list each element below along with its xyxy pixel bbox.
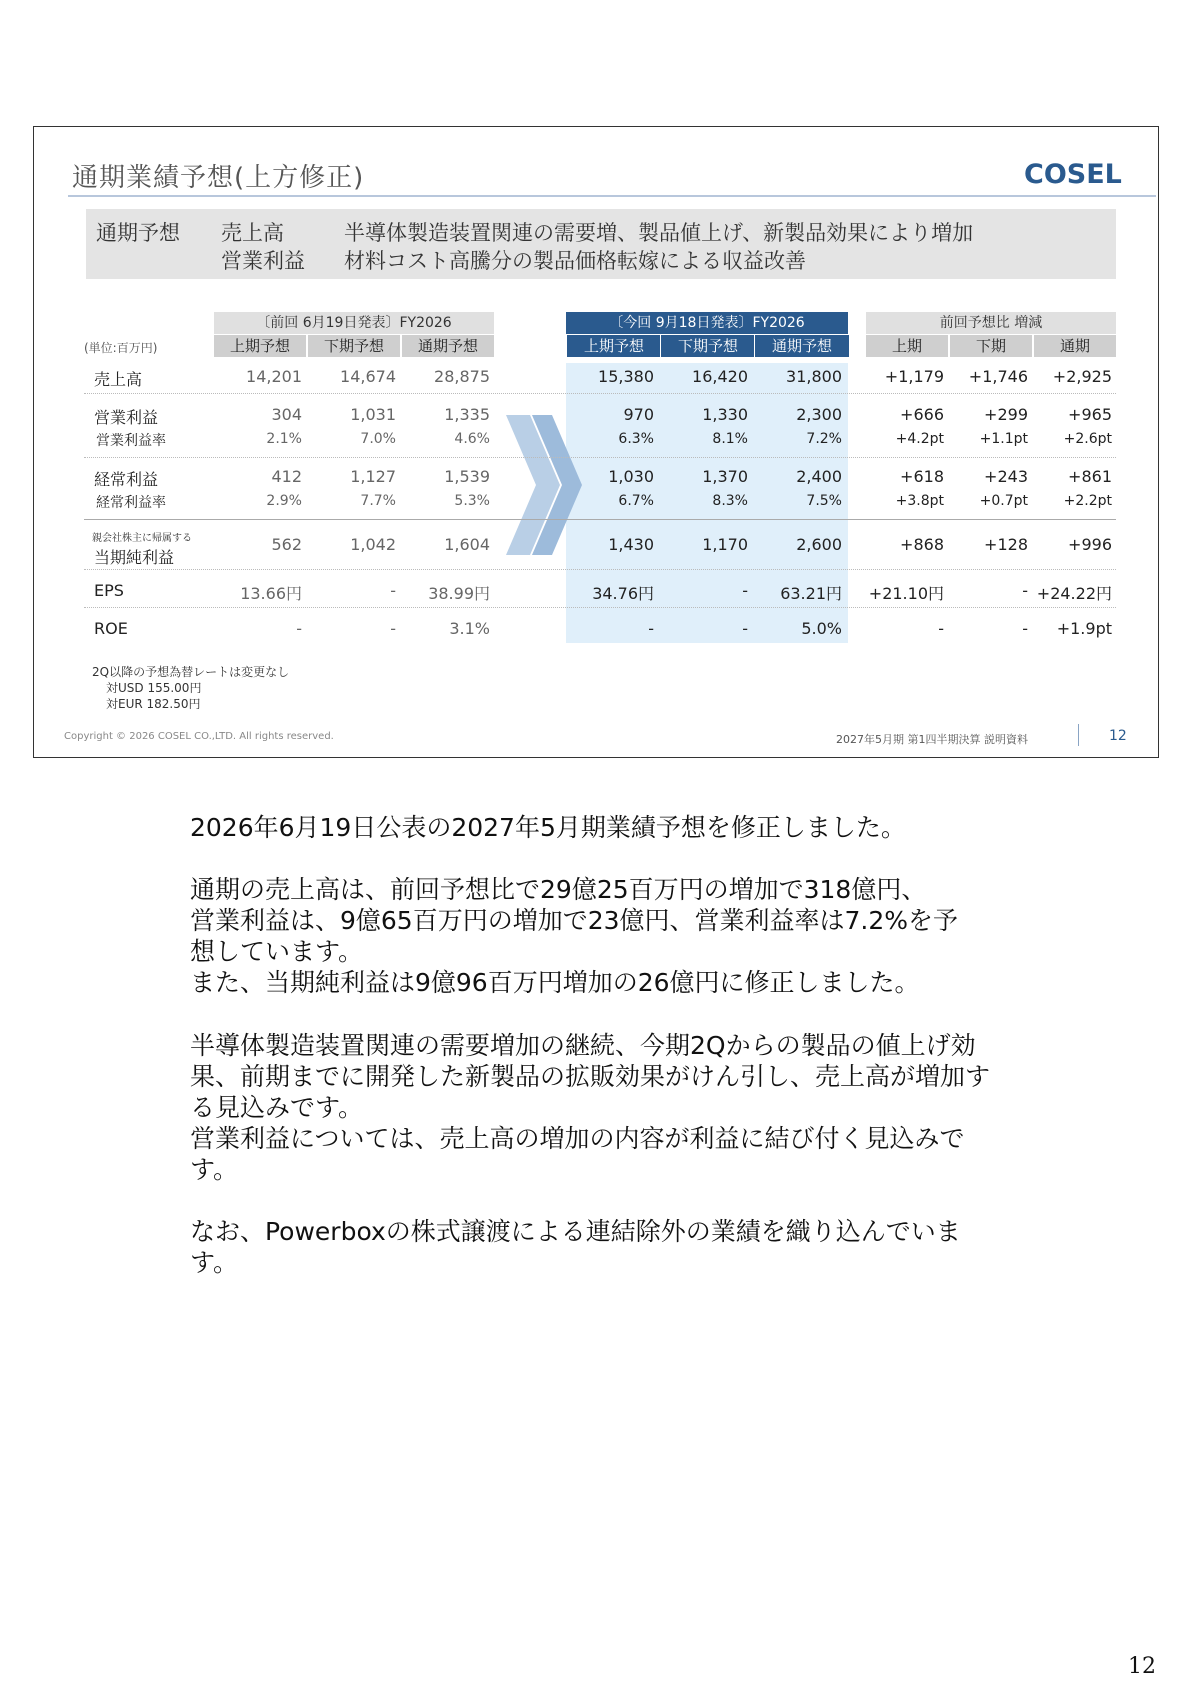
row-label-ord: 経常利益 (94, 470, 159, 489)
body-paragraph-3 (190, 1030, 1010, 1185)
group-header-diff: 前回予想比 増減 (866, 312, 1116, 334)
cell-eps-cur-h1: 34.76円 (592, 584, 654, 603)
cell-eps-diff-h2: - (1022, 581, 1028, 600)
cell-roe-diff-h1: - (938, 619, 944, 638)
cell-roe-prev-h2: - (390, 619, 396, 638)
body-line: す。 (190, 1248, 239, 1277)
cell-net-diff-h2: +128 (984, 535, 1028, 554)
cell-oprate-cur-h2: 8.1% (712, 431, 748, 447)
body-line: る見込みです。 (190, 1093, 364, 1122)
cell-ordrate-prev-h1: 2.9% (266, 493, 302, 509)
body-line: 営業利益は、9億65百万円の増加で23億円、営業利益率は7.2%を予 (190, 906, 959, 935)
body-line: 営業利益については、売上高の増加の内容が利益に結び付く見込みで (190, 1124, 965, 1153)
summary-desc-op: 材料コスト高騰分の製品価格転嫁による収益改善 (344, 249, 806, 273)
cell-op-prev-fy: 1,335 (444, 405, 490, 424)
cell-ord-cur-h1: 1,030 (608, 467, 654, 486)
cell-ordrate-cur-fy: 7.5% (806, 493, 842, 509)
cell-ordrate-prev-fy: 5.3% (454, 493, 490, 509)
unit-label: (単位:百万円) (84, 341, 158, 355)
footer-separator (1078, 724, 1079, 746)
row-divider (84, 393, 1116, 394)
cell-sales-prev-fy: 28,875 (434, 367, 490, 386)
cell-roe-cur-fy: 5.0% (801, 619, 842, 638)
cell-net-diff-fy: +996 (1068, 535, 1112, 554)
body-line: 2026年6月19日公表の2027年5月期業績予想を修正しました。 (190, 813, 906, 842)
summary-item-op: 営業利益 (221, 249, 305, 273)
cell-ord-diff-h2: +243 (984, 467, 1028, 486)
cell-sales-diff-h2: +1,746 (968, 367, 1028, 386)
cell-eps-diff-fy: +24.22円 (1036, 584, 1112, 603)
cell-oprate-prev-h1: 2.1% (266, 431, 302, 447)
row-divider (84, 519, 1116, 520)
cell-op-prev-h2: 1,031 (350, 405, 396, 424)
cell-ordrate-cur-h2: 8.3% (712, 493, 748, 509)
slide-page-number: 12 (1109, 728, 1127, 744)
row-label-net-small: 親会社株主に帰属する (92, 533, 192, 544)
cell-oprate-diff-h1: +4.2pt (895, 431, 944, 447)
subhead-cur-h1: 上期予想 (566, 335, 661, 357)
cell-eps-cur-fy: 63.21円 (780, 584, 842, 603)
cell-sales-prev-h1: 14,201 (246, 367, 302, 386)
cell-net-prev-h2: 1,042 (350, 535, 396, 554)
cell-roe-cur-h1: - (648, 619, 654, 638)
subhead-diff-h2: 下期 (950, 335, 1032, 357)
doc-label: 2027年5月期 第1四半期決算 説明資料 (836, 733, 1028, 746)
cell-net-diff-h1: +868 (900, 535, 944, 554)
cell-op-cur-fy: 2,300 (796, 405, 842, 424)
cell-ord-diff-h1: +618 (900, 467, 944, 486)
cell-ordrate-prev-h2: 7.7% (360, 493, 396, 509)
cell-ord-diff-fy: +861 (1068, 467, 1112, 486)
body-line: 通期の売上高は、前回予想比で29億25百万円の増加で318億円、 (190, 875, 927, 904)
subhead-cur-h2: 下期予想 (660, 335, 755, 357)
subhead-diff-h1: 上期 (866, 335, 948, 357)
row-label-op: 営業利益 (94, 408, 159, 427)
cell-roe-diff-fy: +1.9pt (1056, 619, 1112, 638)
fx-usd: 対USD 155.00円 (106, 681, 202, 695)
cell-eps-prev-h1: 13.66円 (240, 584, 302, 603)
cell-roe-prev-fy: 3.1% (449, 619, 490, 638)
row-label-roe: ROE (94, 619, 128, 638)
cell-op-cur-h1: 970 (623, 405, 654, 424)
cosel-logo (1024, 155, 1124, 191)
row-label-op-rate: 営業利益率 (96, 433, 166, 449)
body-line: 半導体製造装置関連の需要増加の継続、今期2Qからの製品の値上げ効 (190, 1031, 976, 1060)
cell-net-prev-h1: 562 (271, 535, 302, 554)
cell-op-cur-h2: 1,330 (702, 405, 748, 424)
cell-roe-cur-h2: - (742, 619, 748, 638)
cell-op-diff-h1: +666 (900, 405, 944, 424)
row-label-net: 当期純利益 (94, 548, 175, 567)
cell-roe-diff-h2: - (1022, 619, 1028, 638)
cell-op-diff-fy: +965 (1068, 405, 1112, 424)
fx-eur: 対EUR 182.50円 (106, 697, 201, 711)
cell-sales-cur-h2: 16,420 (692, 367, 748, 386)
subhead-prev-h1: 上期予想 (214, 335, 306, 357)
cell-sales-diff-fy: +2,925 (1052, 367, 1112, 386)
cell-ordrate-diff-h2: +0.7pt (979, 493, 1028, 509)
cell-net-cur-h2: 1,170 (702, 535, 748, 554)
cell-oprate-diff-fy: +2.6pt (1063, 431, 1112, 447)
slide (33, 126, 1159, 758)
fx-note: 2Q以降の予想為替レートは変更なし (92, 665, 290, 679)
row-divider (84, 457, 1116, 458)
cell-eps-prev-h2: - (390, 581, 396, 600)
cell-ord-prev-fy: 1,539 (444, 467, 490, 486)
slide-title: 通期業績予想(上方修正) (72, 163, 365, 193)
body-line: す。 (190, 1155, 239, 1184)
group-header-prev: 〔前回 6月19日発表〕FY2026 (214, 312, 494, 334)
row-label-ord-rate: 経常利益率 (96, 495, 166, 511)
summary-label: 通期予想 (96, 221, 180, 245)
cell-oprate-cur-h1: 6.3% (618, 431, 654, 447)
summary-desc-sales: 半導体製造装置関連の需要増、製品値上げ、新製品効果により増加 (344, 221, 974, 245)
body-paragraph-1 (190, 812, 1010, 843)
body-line: また、当期純利益は9億96百万円増加の26億円に修正しました。 (190, 968, 920, 997)
subhead-cur-fy: 通期予想 (754, 335, 849, 357)
body-line: 果、前期までに開発した新製品の拡販効果がけん引し、売上高が増加す (190, 1062, 991, 1091)
cell-ordrate-cur-h1: 6.7% (618, 493, 654, 509)
cell-ord-prev-h2: 1,127 (350, 467, 396, 486)
cell-ord-cur-h2: 1,370 (702, 467, 748, 486)
cell-eps-cur-h2: - (742, 581, 748, 600)
summary-item-sales: 売上高 (221, 221, 284, 245)
cell-ord-cur-fy: 2,400 (796, 467, 842, 486)
subhead-diff-fy: 通期 (1034, 335, 1116, 357)
title-rule (68, 195, 1156, 197)
cell-sales-cur-h1: 15,380 (598, 367, 654, 386)
subhead-prev-fy: 通期予想 (402, 335, 494, 357)
group-header-cur: 〔今回 9月18日発表〕FY2026 (566, 312, 848, 334)
summary-box (86, 209, 1116, 279)
cell-oprate-prev-fy: 4.6% (454, 431, 490, 447)
cell-sales-prev-h2: 14,674 (340, 367, 396, 386)
cell-ordrate-diff-fy: +2.2pt (1063, 493, 1112, 509)
cell-net-prev-fy: 1,604 (444, 535, 490, 554)
cell-op-prev-h1: 304 (271, 405, 302, 424)
logo-text: COSEL (1024, 159, 1122, 190)
cell-op-diff-h2: +299 (984, 405, 1028, 424)
page-number: 12 (1128, 1654, 1156, 1679)
cell-sales-cur-fy: 31,800 (786, 367, 842, 386)
cell-net-cur-fy: 2,600 (796, 535, 842, 554)
cell-ord-prev-h1: 412 (271, 467, 302, 486)
cell-roe-prev-h1: - (296, 619, 302, 638)
cell-sales-diff-h1: +1,179 (884, 367, 944, 386)
body-paragraph-2 (190, 874, 1010, 998)
row-label-eps: EPS (94, 581, 124, 600)
cell-ordrate-diff-h1: +3.8pt (895, 493, 944, 509)
row-label-sales: 売上高 (94, 370, 143, 389)
cell-oprate-diff-h2: +1.1pt (979, 431, 1028, 447)
row-divider (84, 569, 1116, 570)
cell-eps-prev-fy: 38.99円 (428, 584, 490, 603)
body-line: 想しています。 (190, 937, 364, 966)
cell-oprate-cur-fy: 7.2% (806, 431, 842, 447)
body-paragraph-4 (190, 1216, 1010, 1278)
cell-net-cur-h1: 1,430 (608, 535, 654, 554)
cell-eps-diff-h1: +21.10円 (868, 584, 944, 603)
copyright: Copyright © 2026 COSEL CO.,LTD. All rights reserved. (64, 731, 334, 742)
cell-oprate-prev-h2: 7.0% (360, 431, 396, 447)
row-divider (84, 607, 1116, 608)
body-line: なお、Powerboxの株式譲渡による連結除外の業績を織り込んでいま (190, 1217, 961, 1246)
subhead-prev-h2: 下期予想 (308, 335, 400, 357)
